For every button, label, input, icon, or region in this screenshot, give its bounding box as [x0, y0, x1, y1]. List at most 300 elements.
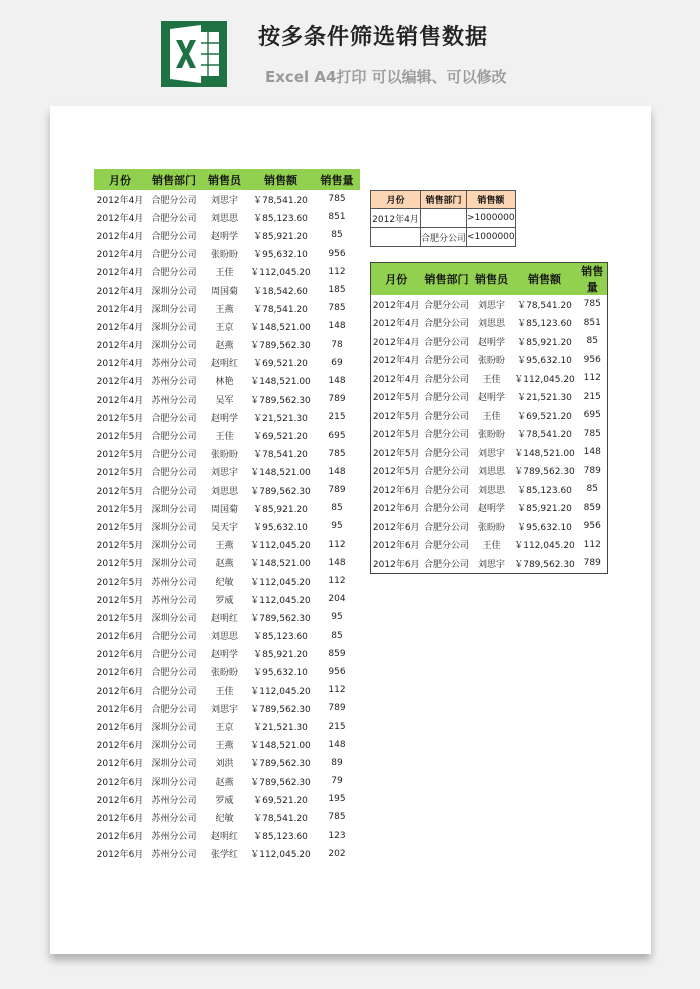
sales-cell-department[interactable]: 苏州分公司 [151, 832, 197, 843]
sales-row [94, 699, 360, 717]
sales-cell-department[interactable]: 深圳分公司 [151, 504, 197, 515]
result-cell-salesperson[interactable]: 王佳 [482, 411, 501, 422]
result-row [371, 369, 608, 388]
sales-cell-amount[interactable]: ￥85,123.60 [253, 213, 308, 224]
sales-row [94, 499, 360, 517]
sales-cell-month[interactable]: 2012年4月 [96, 195, 144, 206]
sales-row [94, 790, 360, 808]
result-cell-department[interactable]: 合肥分公司 [423, 374, 469, 385]
result-cell-month[interactable]: 2012年4月 [372, 356, 420, 367]
sales-cell-amount[interactable]: ￥85,921.20 [253, 504, 308, 515]
sales-cell-amount[interactable]: ￥148,521.00 [250, 559, 311, 570]
result-cell-department[interactable]: 合肥分公司 [423, 559, 469, 570]
criteria-cell-month[interactable] [371, 228, 421, 247]
result-cell-amount[interactable]: ￥69,521.20 [517, 411, 572, 422]
sales-cell-month[interactable]: 2012年6月 [96, 632, 144, 643]
sales-cell-salesperson[interactable]: 罗威 [215, 795, 234, 806]
sales-cell-department[interactable]: 合肥分公司 [151, 686, 197, 697]
sales-cell-amount[interactable]: ￥112,045.20 [250, 595, 311, 606]
sales-cell-month[interactable]: 2012年4月 [96, 268, 144, 279]
result-row [371, 314, 608, 333]
sales-cell-department[interactable]: 合肥分公司 [151, 632, 197, 643]
sales-cell-department[interactable]: 深圳分公司 [151, 541, 197, 552]
sales-cell-quantity[interactable]: 789 [328, 703, 346, 714]
sales-cell-quantity[interactable]: 956 [328, 248, 346, 259]
sales-cell-month[interactable]: 2012年4月 [96, 250, 144, 261]
sales-cell-month[interactable]: 2012年5月 [96, 613, 144, 624]
sales-cell-salesperson[interactable]: 张盼盼 [210, 450, 238, 461]
result-cell-month[interactable]: 2012年6月 [372, 559, 420, 570]
criteria-cell-salesperson[interactable]: <1000000 [467, 228, 516, 247]
sales-row [94, 463, 360, 481]
sales-cell-salesperson[interactable]: 王佳 [215, 686, 234, 697]
sales-cell-month[interactable]: 2012年4月 [96, 213, 144, 224]
sales-cell-amount[interactable]: ￥112,045.20 [250, 268, 311, 279]
result-cell-month[interactable]: 2012年4月 [372, 300, 420, 311]
result-cell-quantity[interactable]: 785 [583, 428, 601, 439]
result-cell-department[interactable]: 合肥分公司 [423, 430, 469, 441]
sales-cell-quantity[interactable]: 695 [328, 430, 346, 441]
sales-cell-salesperson[interactable]: 刘思宇 [210, 468, 238, 479]
sales-cell-department[interactable]: 深圳分公司 [151, 522, 197, 533]
sales-cell-quantity[interactable]: 85 [331, 230, 343, 241]
result-cell-month[interactable]: 2012年5月 [372, 448, 420, 459]
sales-cell-month[interactable]: 2012年4月 [96, 341, 144, 352]
sales-cell-amount[interactable]: ￥21,521.30 [253, 723, 308, 734]
sales-cell-quantity[interactable]: 85 [331, 503, 343, 514]
sales-cell-department[interactable]: 苏州分公司 [151, 850, 197, 861]
sales-cell-amount[interactable]: ￥789,562.30 [250, 613, 311, 624]
sales-cell-department[interactable]: 合肥分公司 [151, 195, 197, 206]
sales-cell-amount[interactable]: ￥78,541.20 [253, 450, 308, 461]
sales-cell-month[interactable]: 2012年6月 [96, 813, 144, 824]
criteria-header-salesperson: 销售额 [467, 191, 516, 209]
sales-cell-quantity[interactable]: 785 [328, 303, 346, 314]
sales-cell-amount[interactable]: ￥69,521.20 [253, 359, 308, 370]
result-cell-amount[interactable]: ￥148,521.00 [514, 448, 575, 459]
sales-cell-salesperson[interactable]: 吴天宇 [210, 522, 238, 533]
result-cell-amount[interactable]: ￥789,562.30 [514, 559, 575, 570]
sales-cell-salesperson[interactable]: 刘洪 [215, 759, 234, 770]
sales-cell-quantity[interactable]: 85 [331, 630, 343, 641]
sales-cell-month[interactable]: 2012年5月 [96, 450, 144, 461]
sales-row [94, 608, 360, 626]
result-cell-amount[interactable]: ￥85,123.60 [517, 485, 572, 496]
sales-cell-amount[interactable]: ￥18,542.60 [253, 286, 308, 297]
sales-cell-quantity[interactable]: 95 [331, 521, 343, 532]
result-table-body [371, 295, 608, 573]
sales-cell-amount[interactable]: ￥148,521.00 [250, 377, 311, 388]
sales-cell-salesperson[interactable]: 王佳 [215, 432, 234, 443]
sales-cell-salesperson[interactable]: 刘思宇 [210, 704, 238, 715]
sales-cell-department[interactable]: 苏州分公司 [151, 395, 197, 406]
result-cell-salesperson[interactable]: 王佳 [482, 541, 501, 552]
spreadsheet-page [50, 106, 651, 954]
result-cell-quantity[interactable]: 112 [583, 373, 601, 384]
result-cell-amount[interactable]: ￥95,632.10 [517, 522, 572, 533]
sales-cell-department[interactable]: 合肥分公司 [151, 268, 197, 279]
sales-row [94, 754, 360, 772]
result-row [371, 554, 608, 573]
sales-cell-month[interactable]: 2012年4月 [96, 322, 144, 333]
sales-cell-month[interactable]: 2012年5月 [96, 559, 144, 570]
sales-cell-department[interactable]: 合肥分公司 [151, 486, 197, 497]
sales-cell-salesperson[interactable]: 王燕 [215, 741, 234, 752]
result-cell-month[interactable]: 2012年5月 [372, 411, 420, 422]
result-cell-department[interactable]: 合肥分公司 [423, 337, 469, 348]
sales-cell-department[interactable]: 苏州分公司 [151, 577, 197, 588]
result-cell-department[interactable]: 合肥分公司 [423, 522, 469, 533]
sales-cell-department[interactable]: 合肥分公司 [151, 413, 197, 424]
sales-cell-salesperson[interactable]: 纪敏 [215, 813, 234, 824]
result-cell-salesperson[interactable]: 张盼盼 [477, 430, 505, 441]
sales-cell-salesperson[interactable]: 赵明学 [210, 231, 238, 242]
result-cell-quantity[interactable]: 956 [583, 354, 601, 365]
sales-cell-month[interactable]: 2012年6月 [96, 686, 144, 697]
sales-cell-salesperson[interactable]: 赵明学 [210, 650, 238, 661]
sales-cell-department[interactable]: 合肥分公司 [151, 213, 197, 224]
sales-cell-salesperson[interactable]: 王佳 [215, 268, 234, 279]
sales-cell-quantity[interactable]: 789 [328, 485, 346, 496]
result-cell-quantity[interactable]: 789 [583, 465, 601, 476]
sales-header-amount: 销售额 [247, 169, 314, 190]
sales-cell-quantity[interactable]: 215 [328, 412, 346, 423]
sales-cell-amount[interactable]: ￥112,045.20 [250, 850, 311, 861]
sales-cell-month[interactable]: 2012年4月 [96, 304, 144, 315]
sales-cell-department[interactable]: 苏州分公司 [151, 359, 197, 370]
result-cell-amount[interactable]: ￥85,123.60 [517, 319, 572, 330]
result-cell-salesperson[interactable]: 张盼盼 [477, 356, 505, 367]
sales-cell-amount[interactable]: ￥95,632.10 [253, 668, 308, 679]
result-cell-salesperson[interactable]: 赵明学 [477, 337, 505, 348]
sales-cell-month[interactable]: 2012年5月 [96, 541, 144, 552]
result-cell-quantity[interactable]: 789 [583, 558, 601, 569]
sales-cell-department[interactable]: 合肥分公司 [151, 432, 197, 443]
result-cell-salesperson[interactable]: 王佳 [482, 374, 501, 385]
sales-row [94, 536, 360, 554]
sales-cell-department[interactable]: 深圳分公司 [151, 741, 197, 752]
sales-cell-amount[interactable]: ￥95,632.10 [253, 522, 308, 533]
sales-cell-amount[interactable]: ￥112,045.20 [250, 541, 311, 552]
result-cell-quantity[interactable]: 148 [583, 447, 601, 458]
sales-row [94, 517, 360, 535]
sales-cell-amount[interactable]: ￥78,541.20 [253, 195, 308, 206]
sales-cell-month[interactable]: 2012年4月 [96, 286, 144, 297]
sales-cell-quantity[interactable]: 112 [328, 266, 346, 277]
sales-cell-salesperson[interactable]: 赵燕 [215, 559, 234, 570]
result-cell-month[interactable]: 2012年5月 [372, 393, 420, 404]
sales-cell-quantity[interactable]: 78 [331, 339, 343, 350]
result-cell-salesperson[interactable]: 刘思宇 [477, 448, 505, 459]
sales-cell-amount[interactable]: ￥78,541.20 [253, 304, 308, 315]
result-cell-amount[interactable]: ￥112,045.20 [514, 541, 575, 552]
result-row [371, 480, 608, 499]
sales-cell-quantity[interactable]: 204 [328, 594, 346, 605]
sales-cell-amount[interactable]: ￥148,521.00 [250, 741, 311, 752]
sales-cell-salesperson[interactable]: 周国菊 [210, 504, 238, 515]
sales-cell-amount[interactable]: ￥95,632.10 [253, 250, 308, 261]
sales-cell-quantity[interactable]: 785 [328, 448, 346, 459]
sales-cell-month[interactable]: 2012年6月 [96, 795, 144, 806]
sales-cell-quantity[interactable]: 112 [328, 685, 346, 696]
sales-cell-month[interactable]: 2012年6月 [96, 723, 144, 734]
sales-cell-department[interactable]: 深圳分公司 [151, 613, 197, 624]
result-cell-month[interactable]: 2012年6月 [372, 541, 420, 552]
sales-row [94, 827, 360, 845]
sales-row [94, 336, 360, 354]
result-cell-salesperson[interactable]: 刘思思 [477, 467, 505, 478]
result-row [371, 517, 608, 536]
result-cell-salesperson[interactable]: 赵明学 [477, 393, 505, 404]
criteria-cell-month[interactable]: 2012年4月 [371, 209, 421, 228]
sales-cell-amount[interactable]: ￥85,921.20 [253, 650, 308, 661]
sales-cell-department[interactable]: 深圳分公司 [151, 777, 197, 788]
sales-cell-month[interactable]: 2012年4月 [96, 359, 144, 370]
sales-cell-month[interactable]: 2012年4月 [96, 377, 144, 388]
sales-row [94, 481, 360, 499]
sales-cell-month[interactable]: 2012年6月 [96, 777, 144, 788]
result-cell-amount[interactable]: ￥85,921.20 [517, 337, 572, 348]
result-cell-salesperson[interactable]: 张盼盼 [477, 522, 505, 533]
sales-cell-amount[interactable]: ￥789,562.30 [250, 341, 311, 352]
result-cell-quantity[interactable]: 85 [586, 336, 598, 347]
criteria-header-department: 销售部门 [421, 191, 467, 209]
sales-table-body [94, 190, 360, 863]
sales-cell-amount[interactable]: ￥789,562.30 [250, 704, 311, 715]
sales-cell-department[interactable]: 深圳分公司 [151, 322, 197, 333]
sales-row [94, 663, 360, 681]
result-cell-amount[interactable]: ￥112,045.20 [514, 374, 575, 385]
sales-cell-salesperson[interactable]: 周国菊 [210, 286, 238, 297]
result-cell-quantity[interactable]: 956 [583, 521, 601, 532]
result-cell-salesperson[interactable]: 刘思宇 [477, 559, 505, 570]
sales-cell-quantity[interactable]: 148 [328, 321, 346, 332]
sales-cell-salesperson[interactable]: 王京 [215, 723, 234, 734]
sales-cell-month[interactable]: 2012年5月 [96, 432, 144, 443]
sales-cell-quantity[interactable]: 95 [331, 612, 343, 623]
sales-cell-quantity[interactable]: 215 [328, 721, 346, 732]
sales-cell-amount[interactable]: ￥789,562.30 [250, 759, 311, 770]
sales-cell-month[interactable]: 2012年5月 [96, 413, 144, 424]
sales-cell-department[interactable]: 合肥分公司 [151, 650, 197, 661]
sales-cell-quantity[interactable]: 859 [328, 648, 346, 659]
result-cell-quantity[interactable]: 695 [583, 410, 601, 421]
sales-cell-month[interactable]: 2012年5月 [96, 595, 144, 606]
sales-cell-department[interactable]: 苏州分公司 [151, 813, 197, 824]
sales-cell-quantity[interactable]: 123 [328, 830, 346, 841]
criteria-cell-salesperson[interactable]: >1000000 [467, 209, 516, 228]
sales-cell-amount[interactable]: ￥148,521.00 [250, 322, 311, 333]
sales-cell-salesperson[interactable]: 张盼盼 [210, 250, 238, 261]
result-cell-month[interactable]: 2012年4月 [372, 337, 420, 348]
sales-cell-quantity[interactable]: 148 [328, 739, 346, 750]
sales-cell-salesperson[interactable]: 刘思思 [210, 486, 238, 497]
result-cell-department[interactable]: 合肥分公司 [423, 356, 469, 367]
sales-cell-amount[interactable]: ￥112,045.20 [250, 577, 311, 588]
sales-cell-amount[interactable]: ￥69,521.20 [253, 432, 308, 443]
result-cell-amount[interactable]: ￥95,632.10 [517, 356, 572, 367]
result-cell-amount[interactable]: ￥21,521.30 [517, 393, 572, 404]
sales-cell-quantity[interactable]: 148 [328, 375, 346, 386]
sales-cell-month[interactable]: 2012年5月 [96, 522, 144, 533]
result-cell-department[interactable]: 合肥分公司 [423, 411, 469, 422]
sales-cell-department[interactable]: 苏州分公司 [151, 595, 197, 606]
sales-cell-amount[interactable]: ￥78,541.20 [253, 813, 308, 824]
sales-cell-salesperson[interactable]: 刘思思 [210, 213, 238, 224]
excel-logo-icon [161, 21, 227, 87]
sales-cell-salesperson[interactable]: 林艳 [215, 377, 234, 388]
sales-cell-amount[interactable]: ￥148,521.00 [250, 468, 311, 479]
sales-cell-amount[interactable]: ￥789,562.30 [250, 486, 311, 497]
sales-cell-salesperson[interactable]: 王京 [215, 322, 234, 333]
sales-cell-month[interactable]: 2012年6月 [96, 759, 144, 770]
result-cell-department[interactable]: 合肥分公司 [423, 448, 469, 459]
sales-cell-salesperson[interactable]: 赵明红 [210, 359, 238, 370]
sales-cell-quantity[interactable]: 789 [328, 394, 346, 405]
sales-cell-quantity[interactable]: 79 [331, 776, 343, 787]
sales-cell-salesperson[interactable]: 王燕 [215, 304, 234, 315]
sales-cell-amount[interactable]: ￥21,521.30 [253, 413, 308, 424]
result-cell-salesperson[interactable]: 刘思宇 [477, 300, 505, 311]
sales-cell-month[interactable]: 2012年6月 [96, 704, 144, 715]
sales-cell-amount[interactable]: ￥789,562.30 [250, 777, 311, 788]
sales-cell-salesperson[interactable]: 纪敏 [215, 577, 234, 588]
sales-cell-quantity[interactable]: 785 [328, 812, 346, 823]
sales-cell-department[interactable]: 合肥分公司 [151, 704, 197, 715]
result-row [371, 536, 608, 555]
sales-cell-quantity[interactable]: 148 [328, 466, 346, 477]
sales-cell-salesperson[interactable]: 刘思思 [210, 632, 238, 643]
sales-cell-department[interactable]: 合肥分公司 [151, 250, 197, 261]
result-cell-quantity[interactable]: 859 [583, 502, 601, 513]
sales-cell-salesperson[interactable]: 赵明红 [210, 613, 238, 624]
result-cell-department[interactable]: 合肥分公司 [423, 485, 469, 496]
sales-cell-quantity[interactable]: 185 [328, 285, 346, 296]
result-cell-quantity[interactable]: 851 [583, 317, 601, 328]
sales-cell-month[interactable]: 2012年6月 [96, 668, 144, 679]
sales-cell-amount[interactable]: ￥85,921.20 [253, 231, 308, 242]
sales-cell-quantity[interactable]: 148 [328, 557, 346, 568]
sales-cell-quantity[interactable]: 195 [328, 794, 346, 805]
result-cell-quantity[interactable]: 85 [586, 484, 598, 495]
sales-cell-quantity[interactable]: 112 [328, 576, 346, 587]
result-cell-amount[interactable]: ￥789,562.30 [514, 467, 575, 478]
result-cell-department[interactable]: 合肥分公司 [423, 393, 469, 404]
sales-cell-month[interactable]: 2012年4月 [96, 395, 144, 406]
result-cell-month[interactable]: 2012年6月 [372, 504, 420, 515]
result-cell-department[interactable]: 合肥分公司 [423, 504, 469, 515]
sales-cell-quantity[interactable]: 785 [328, 194, 346, 205]
page-title: 按多条件筛选销售数据 [258, 25, 489, 50]
sales-cell-salesperson[interactable]: 刘思宇 [210, 195, 238, 206]
sales-cell-quantity[interactable]: 69 [331, 357, 343, 368]
criteria-cell-department[interactable]: 合肥分公司 [421, 228, 467, 247]
sales-cell-quantity[interactable]: 851 [328, 212, 346, 223]
result-row [371, 332, 608, 351]
result-cell-department[interactable]: 合肥分公司 [423, 319, 469, 330]
sales-cell-department[interactable]: 合肥分公司 [151, 231, 197, 242]
sales-cell-department[interactable]: 深圳分公司 [151, 286, 197, 297]
sales-cell-department[interactable]: 苏州分公司 [151, 795, 197, 806]
sales-cell-amount[interactable]: ￥85,123.60 [253, 632, 308, 643]
result-cell-quantity[interactable]: 785 [583, 299, 601, 310]
sales-cell-quantity[interactable]: 202 [328, 848, 346, 859]
sales-cell-month[interactable]: 2012年5月 [96, 577, 144, 588]
result-cell-salesperson[interactable]: 刘思思 [477, 485, 505, 496]
result-cell-month[interactable]: 2012年6月 [372, 485, 420, 496]
sales-cell-department[interactable]: 深圳分公司 [151, 304, 197, 315]
sales-cell-month[interactable]: 2012年5月 [96, 486, 144, 497]
sales-cell-month[interactable]: 2012年6月 [96, 650, 144, 661]
result-cell-month[interactable]: 2012年5月 [372, 430, 420, 441]
sales-row [94, 572, 360, 590]
sales-cell-salesperson[interactable]: 吴军 [215, 395, 234, 406]
sales-cell-quantity[interactable]: 89 [331, 757, 343, 768]
sales-cell-amount[interactable]: ￥112,045.20 [250, 686, 311, 697]
sales-cell-department[interactable]: 深圳分公司 [151, 341, 197, 352]
sales-cell-salesperson[interactable]: 王燕 [215, 541, 234, 552]
sales-cell-department[interactable]: 合肥分公司 [151, 468, 197, 479]
sales-cell-month[interactable]: 2012年5月 [96, 468, 144, 479]
result-row [371, 295, 608, 314]
result-cell-amount[interactable]: ￥85,921.20 [517, 504, 572, 515]
sales-cell-salesperson[interactable]: 罗威 [215, 595, 234, 606]
sales-cell-department[interactable]: 合肥分公司 [151, 450, 197, 461]
sales-cell-department[interactable]: 合肥分公司 [151, 668, 197, 679]
result-cell-month[interactable]: 2012年6月 [372, 522, 420, 533]
result-cell-month[interactable]: 2012年5月 [372, 467, 420, 478]
sales-cell-salesperson[interactable]: 赵燕 [215, 341, 234, 352]
sales-cell-salesperson[interactable]: 赵明红 [210, 832, 238, 843]
sales-cell-department[interactable]: 深圳分公司 [151, 759, 197, 770]
sales-cell-salesperson[interactable]: 赵明学 [210, 413, 238, 424]
result-cell-amount[interactable]: ￥78,541.20 [517, 300, 572, 311]
sales-cell-amount[interactable]: ￥789,562.30 [250, 395, 311, 406]
sales-cell-month[interactable]: 2012年6月 [96, 741, 144, 752]
result-cell-department[interactable]: 合肥分公司 [423, 467, 469, 478]
criteria-cell-department[interactable] [421, 209, 467, 228]
sales-cell-salesperson[interactable]: 张盼盼 [210, 668, 238, 679]
sales-header-department: 销售部门 [146, 169, 202, 190]
result-header-quantity: 销售量 [578, 263, 608, 296]
result-row [371, 499, 608, 518]
result-cell-salesperson[interactable]: 刘思思 [477, 319, 505, 330]
sales-row [94, 554, 360, 572]
sales-cell-amount[interactable]: ￥85,123.60 [253, 832, 308, 843]
sales-cell-quantity[interactable]: 956 [328, 666, 346, 677]
sales-cell-department[interactable]: 苏州分公司 [151, 377, 197, 388]
sales-cell-month[interactable]: 2012年5月 [96, 504, 144, 515]
result-cell-month[interactable]: 2012年4月 [372, 319, 420, 330]
result-cell-department[interactable]: 合肥分公司 [423, 541, 469, 552]
sales-row [94, 190, 360, 208]
sales-cell-quantity[interactable]: 112 [328, 539, 346, 550]
result-cell-amount[interactable]: ￥78,541.20 [517, 430, 572, 441]
result-cell-quantity[interactable]: 215 [583, 391, 601, 402]
sales-cell-month[interactable]: 2012年4月 [96, 231, 144, 242]
sales-cell-month[interactable]: 2012年6月 [96, 832, 144, 843]
result-cell-quantity[interactable]: 112 [583, 539, 601, 550]
sales-cell-department[interactable]: 深圳分公司 [151, 559, 197, 570]
result-cell-month[interactable]: 2012年4月 [372, 374, 420, 385]
sales-cell-salesperson[interactable]: 张学红 [210, 850, 238, 861]
sales-cell-amount[interactable]: ￥69,521.20 [253, 795, 308, 806]
result-cell-salesperson[interactable]: 赵明学 [477, 504, 505, 515]
result-cell-department[interactable]: 合肥分公司 [423, 300, 469, 311]
sales-cell-month[interactable]: 2012年6月 [96, 850, 144, 861]
sales-cell-salesperson[interactable]: 赵燕 [215, 777, 234, 788]
sales-cell-department[interactable]: 深圳分公司 [151, 723, 197, 734]
